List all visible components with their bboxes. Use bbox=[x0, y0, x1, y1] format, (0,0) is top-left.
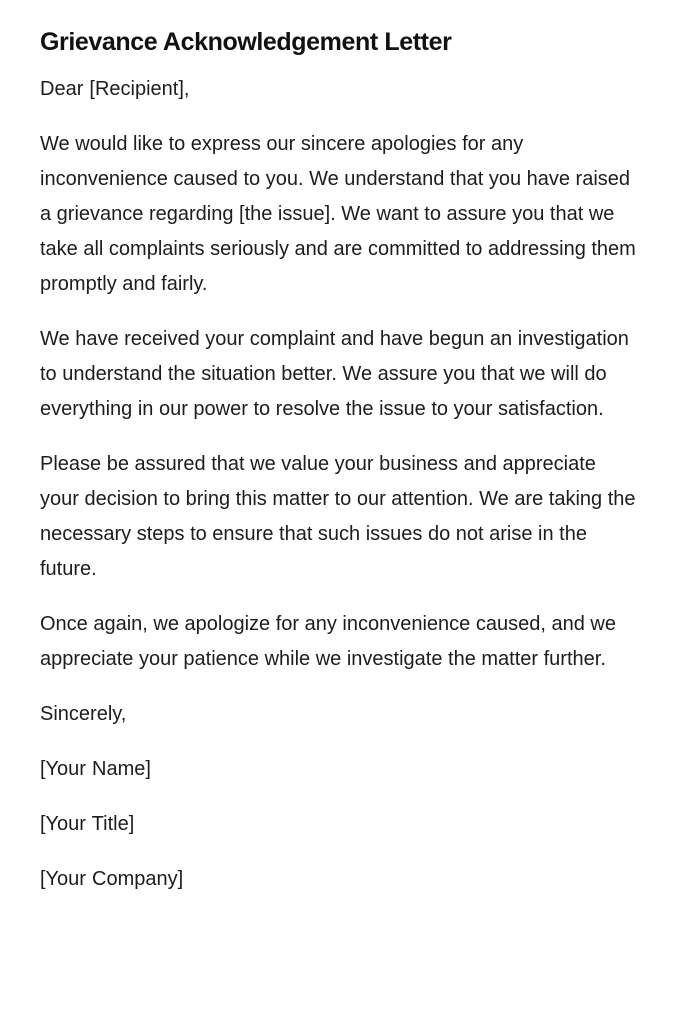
signature-title: [Your Title] bbox=[40, 813, 135, 835]
closing: Sincerely, bbox=[40, 703, 127, 725]
paragraph-apology: We would like to express our sincere apologies for any inconvenience caused to you. We understand that you have raised a grievance regarding [the issue]. We want to assure you that we take all complaints seriously and are committed to addressing them promptly and fairly. bbox=[40, 133, 636, 295]
signature-company: [Your Company] bbox=[40, 868, 184, 890]
salutation: Dear [Recipient], bbox=[40, 78, 190, 100]
paragraph-assurance: Please be assured that we value your business and appreciate your decision to bring this matter to our attention. We are taking the necessary steps to ensure that such issues do not arise in the future. bbox=[40, 453, 636, 580]
paragraph-closing-apology: Once again, we apologize for any inconvenience caused, and we appreciate your patience while we investigate the matter further. bbox=[40, 613, 616, 670]
paragraph-investigation: We have received your complaint and have begun an investigation to understand the situation better. We assure you that we will do everything in our power to resolve the issue to your satisfaction. bbox=[40, 328, 629, 420]
signature-name: [Your Name] bbox=[40, 758, 151, 780]
letter-title: Grievance Acknowledgement Letter bbox=[40, 28, 452, 56]
